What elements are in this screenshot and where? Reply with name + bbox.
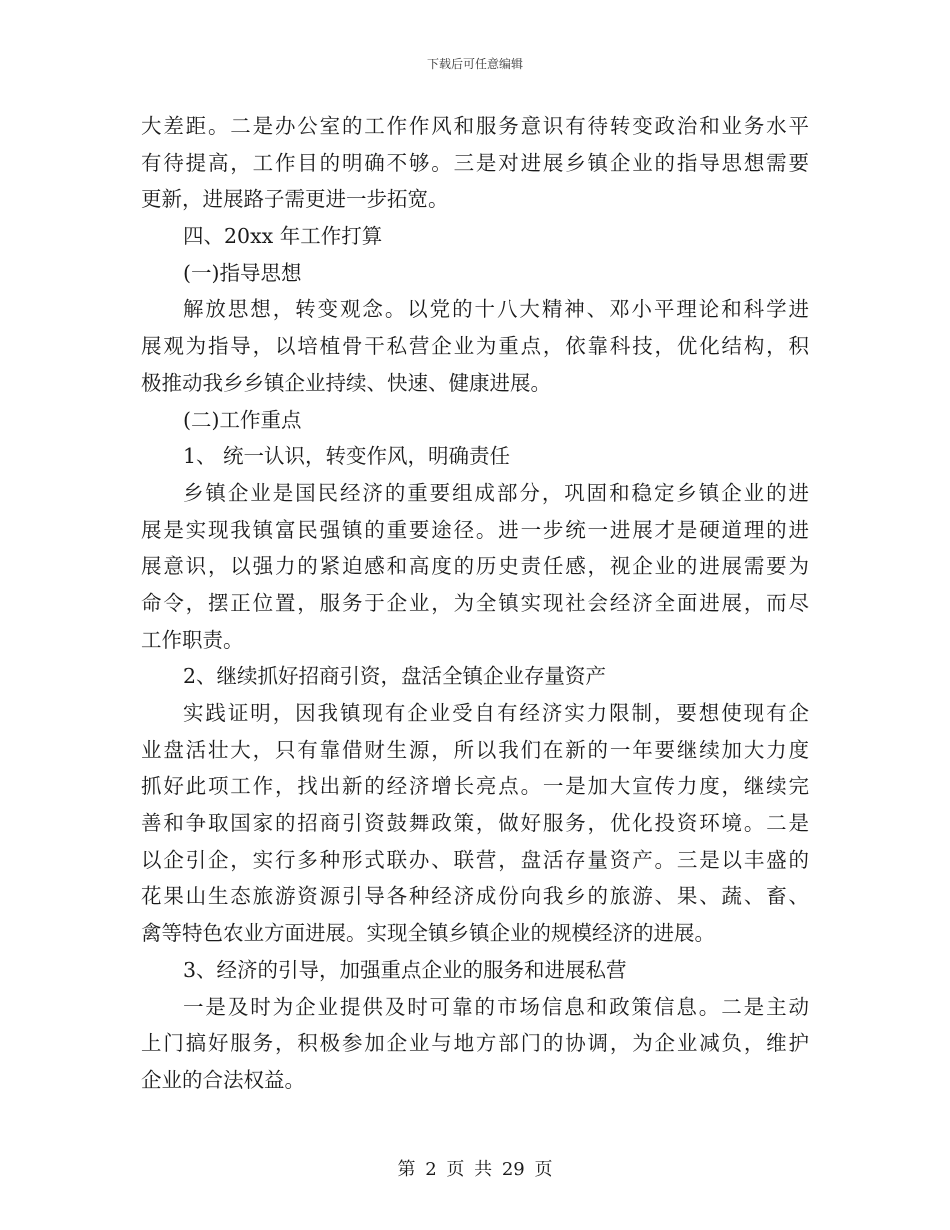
document-body — [141, 108, 809, 1099]
text-line: 乡镇企业是国民经济的重要组成部分，巩固和稳定乡镇企业的进 — [183, 480, 809, 505]
text-line: 抓好此项工作，找出新的经济增长亮点。一是加大宣传力度，继续完 — [141, 774, 809, 799]
text-line: 业盘活壮大，只有靠借财生源，所以我们在新的一年要继续加大力度 — [141, 737, 809, 762]
page-footer: 第 2 页 共 29 页 — [397, 1159, 553, 1180]
item-heading: 3、经济的引导，加强重点企业的服务和进展私营 — [183, 957, 627, 982]
text-line: 以企引企，实行多种形式联办、联营，盘活存量资产。三是以丰盛的 — [141, 847, 809, 872]
text-line: 一是及时为企业提供及时可靠的市场信息和政策信息。二是主动 — [183, 994, 809, 1019]
text-line: 花果山生态旅游资源引导各种经济成份向我乡的旅游、果、蔬、畜、 — [141, 884, 809, 909]
text-line: 解放思想，转变观念。以党的十八大精神、邓小平理论和科学进 — [183, 297, 809, 322]
text-line: 展观为指导，以培植骨干私营企业为重点，依靠科技，优化结构，积 — [141, 334, 809, 359]
page-header: 下载后可任意编辑 — [426, 57, 523, 71]
text-line: 企业的合法权益。 — [141, 1067, 305, 1092]
text-line: 善和争取国家的招商引资鼓舞政策，做好服务，优化投资环境。二是 — [141, 811, 809, 836]
text-line: 上门搞好服务，积极参加企业与地方部门的协调，为企业减负，维护 — [141, 1031, 809, 1056]
text-line: 更新，进展路子需更进一步拓宽。 — [141, 187, 449, 212]
text-line: 有待提高，工作目的明确不够。三是对进展乡镇企业的指导思想需要 — [141, 150, 809, 175]
text-line: 展是实现我镇富民强镇的重要途径。进一步统一进展才是硬道理的进 — [141, 517, 809, 542]
section-heading: 四、20xx 年工作打算 — [183, 224, 383, 249]
text-line: 实践证明，因我镇现有企业受自有经济实力限制，要想使现有企 — [183, 701, 809, 725]
subsection-heading: (一)指导思想 — [183, 260, 302, 285]
text-line: 极推动我乡乡镇企业持续、快速、健康进展。 — [141, 370, 551, 395]
item-heading: 2、继续抓好招商引资，盘活全镇企业存量资产 — [183, 664, 607, 689]
text-line: 大差距。二是办公室的工作作风和服务意识有待转变政治和业务水平 — [141, 114, 809, 138]
text-line: 工作职责。 — [141, 627, 244, 652]
item-heading: 1、 统一认识，转变作风，明确责任 — [183, 444, 511, 469]
text-line: 命令，摆正位置，服务于企业，为全镇实现社会经济全面进展，而尽 — [141, 590, 809, 615]
text-line: 展意识，以强力的紧迫感和高度的历史责任感，视企业的进展需要为 — [141, 554, 809, 579]
text-line: 禽等特色农业方面进展。实现全镇乡镇企业的规模经济的进展。 — [141, 921, 715, 946]
subsection-heading: (二)工作重点 — [183, 407, 302, 432]
